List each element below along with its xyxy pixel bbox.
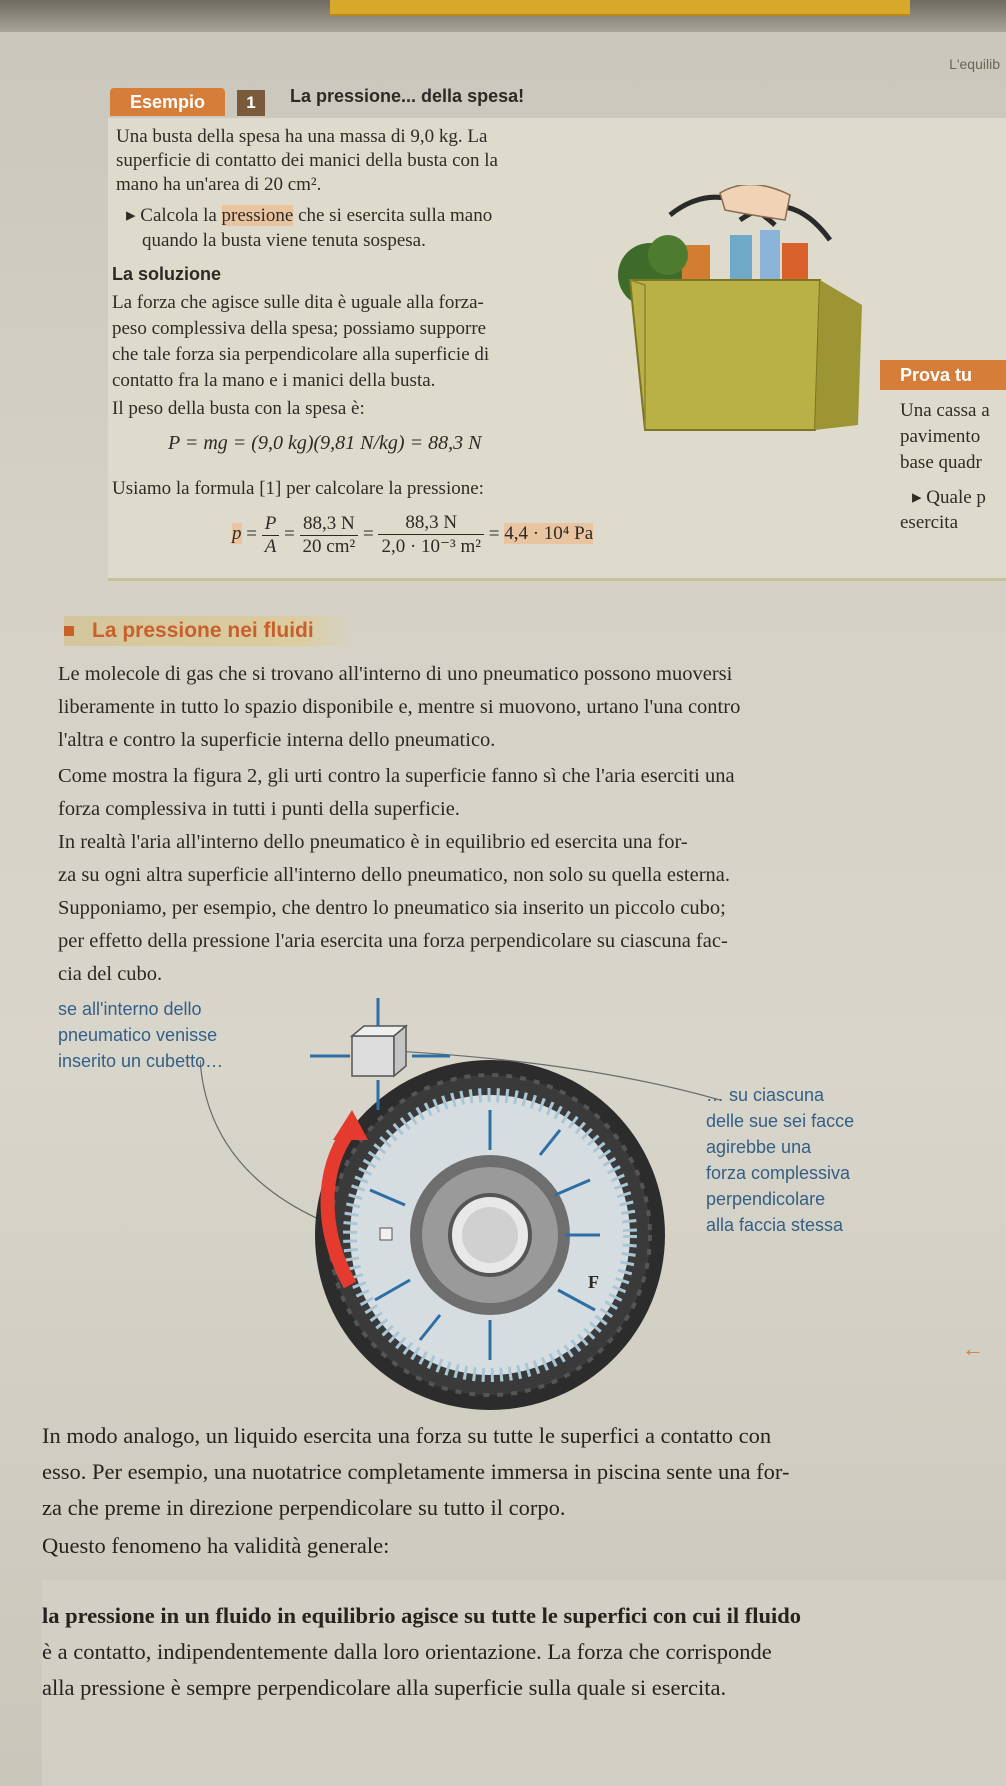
equals-2: = [284, 523, 295, 545]
weight-intro: Il peso della busta con la spesa è: [112, 398, 365, 419]
rule-text [42, 1598, 992, 1706]
prova-line-1: Una cassa a [900, 400, 990, 421]
frac2-den: 20 cm² [302, 535, 356, 557]
fraction-p-over-a [262, 513, 280, 558]
caption-right-6: alla faccia stessa [706, 1215, 844, 1235]
p1-line-2: liberamente in tutto lo spazio disponibile e, mentre si muovono, urtano l'una contro [58, 696, 741, 718]
formula-intro: Usiamo la formula [1] per calcolare la pressione: [112, 478, 484, 499]
equals-1: = [246, 523, 257, 545]
solution-line-2: peso complessiva della spesa; possiamo supporre [112, 318, 487, 339]
general-statement: Questo fenomeno ha validità generale: [42, 1533, 390, 1558]
rule-line-3: alla pressione è sempre perpendicolare alla superficie sulla quale si esercita. [42, 1675, 727, 1700]
force-label: F [588, 1272, 599, 1292]
section-paragraph-1 [58, 658, 958, 757]
equals-3: = [362, 523, 374, 545]
rule-line-2: è a contatto, indipendentemente dalla loro orientazione. La forza che corrisponde [42, 1639, 772, 1664]
bottom-paragraph [42, 1418, 992, 1526]
prova-task-text: Quale p [926, 487, 986, 508]
caption-right-1: … su ciascuna [706, 1085, 825, 1105]
equals-4: = [488, 523, 500, 545]
tyre-figure [200, 990, 720, 1410]
p3-line-2: za su ogni altra superficie all'interno dello pneumatico, non solo su quella esterna. [58, 864, 731, 886]
figure-caption-left [58, 996, 223, 1074]
section-paragraph-3 [58, 826, 958, 991]
p2-line-2: forza complessiva in tutti i punti della superficie. [58, 798, 460, 820]
weight-formula: P = mg = (9,0 kg)(9,81 N/kg) = 88,3 N [168, 432, 482, 454]
p3-line-5: cia del cubo. [58, 963, 163, 985]
pressure-symbol: p [232, 523, 242, 545]
caption-left-3: inserito un cubetto… [58, 1051, 224, 1071]
frac3-den: 2,0 · 10⁻³ m² [381, 536, 481, 557]
p2-line-1: Come mostra la figura 2, gli urti contro la superficie fanno sì che l'aria eserciti una [58, 765, 735, 787]
bottom-line-3: za che preme in direzione perpendicolare su tutto il corpo. [42, 1495, 566, 1520]
caption-right-4: forza complessiva [706, 1163, 851, 1183]
solution-line-3: che tale forza sia perpendicolare alla superficie di [112, 344, 490, 365]
pressure-result: 4,4 · 10⁴ Pa [504, 523, 594, 545]
caption-right-2: delle sue sei facce [706, 1111, 855, 1131]
frac1-den: A [264, 535, 277, 557]
section-title: La pressione nei fluidi [64, 616, 354, 646]
example-task-line1 [126, 205, 492, 227]
task-prefix: Calcola la [140, 205, 222, 226]
p3-line-1: In realtà l'aria all'interno dello pneumatico è in equilibrio ed esercita una for- [58, 831, 688, 853]
example-number: 1 [237, 90, 265, 116]
frac2-num: 88,3 N [300, 513, 359, 536]
prova-task [912, 486, 986, 509]
prova-line-2: pavimento [900, 426, 981, 447]
caption-right-5: perpendicolare [706, 1189, 826, 1209]
bottom-line-2: esso. Per esempio, una nuotatrice completamente immersa in piscina sente una for- [42, 1459, 790, 1484]
example-tab: Esempio [110, 88, 225, 116]
triangle-bullet-icon: ▸ [126, 205, 141, 226]
shopping-bag-illustration [600, 185, 900, 460]
running-header: L'equilib [949, 56, 1000, 72]
section-paragraph-2 [58, 760, 958, 826]
task-suffix: che si esercita sulla mano [293, 205, 493, 226]
caption-left-2: pneumatico venisse [58, 1025, 218, 1045]
pencil [330, 0, 910, 16]
example-intro-2: superficie di contatto dei manici della busta con la [116, 150, 498, 171]
figure-caption-right [706, 1082, 854, 1238]
caption-right-3: agirebbe una [706, 1137, 812, 1157]
frac3-num: 88,3 N [378, 512, 484, 535]
example-title: La pressione... della spesa! [290, 86, 525, 106]
solution-title: La soluzione [112, 264, 222, 284]
example-intro-1: Una busta della spesa ha una massa di 9,0 kg. La [116, 126, 488, 147]
example-task-line2: quando la busta viene tenuta sospesa. [142, 230, 426, 251]
bottom-line-1: In modo analogo, un liquido esercita una forza su tutte le superfici a contatto con [42, 1423, 772, 1448]
p3-line-4: per effetto della pressione l'aria esercita una forza perpendicolare su ciascuna fac- [58, 930, 728, 952]
prova-line-3: base quadr [900, 452, 982, 473]
pressure-formula [232, 512, 593, 558]
prova-task-2: esercita [900, 512, 959, 533]
example-intro-3: mano ha un'area di 20 cm². [116, 174, 322, 195]
solution-line-1: La forza che agisce sulle dita è uguale alla forza- [112, 292, 484, 313]
task-keyword: pressione [221, 205, 294, 226]
p3-line-3: Supponiamo, per esempio, che dentro lo pneumatico sia inserito un piccolo cubo; [58, 897, 726, 919]
p1-line-1: Le molecole di gas che si trovano all'interno di uno pneumatico possono muoversi [58, 663, 733, 685]
frac1-num: P [262, 513, 280, 536]
triangle-bullet-icon: ▸ [912, 487, 927, 508]
fraction-values-cm [300, 513, 359, 558]
arrow-left-icon: ← [962, 1336, 984, 1361]
p1-line-3: l'altra e contro la superficie interna dello pneumatico. [58, 729, 496, 751]
solution-line-4: contatto fra la mano e i manici della busta. [112, 370, 436, 391]
square-bullet-icon [64, 626, 74, 636]
caption-left-1: se all'interno dello [58, 999, 202, 1019]
rule-line-1-text: la pressione in un fluido in equilibrio agisce su tutte le superfici con cui il fluido [42, 1603, 802, 1628]
prova-tu-tab: Prova tu [880, 360, 1006, 390]
fraction-values-m [378, 512, 484, 558]
rule-line-1 [42, 1598, 992, 1634]
